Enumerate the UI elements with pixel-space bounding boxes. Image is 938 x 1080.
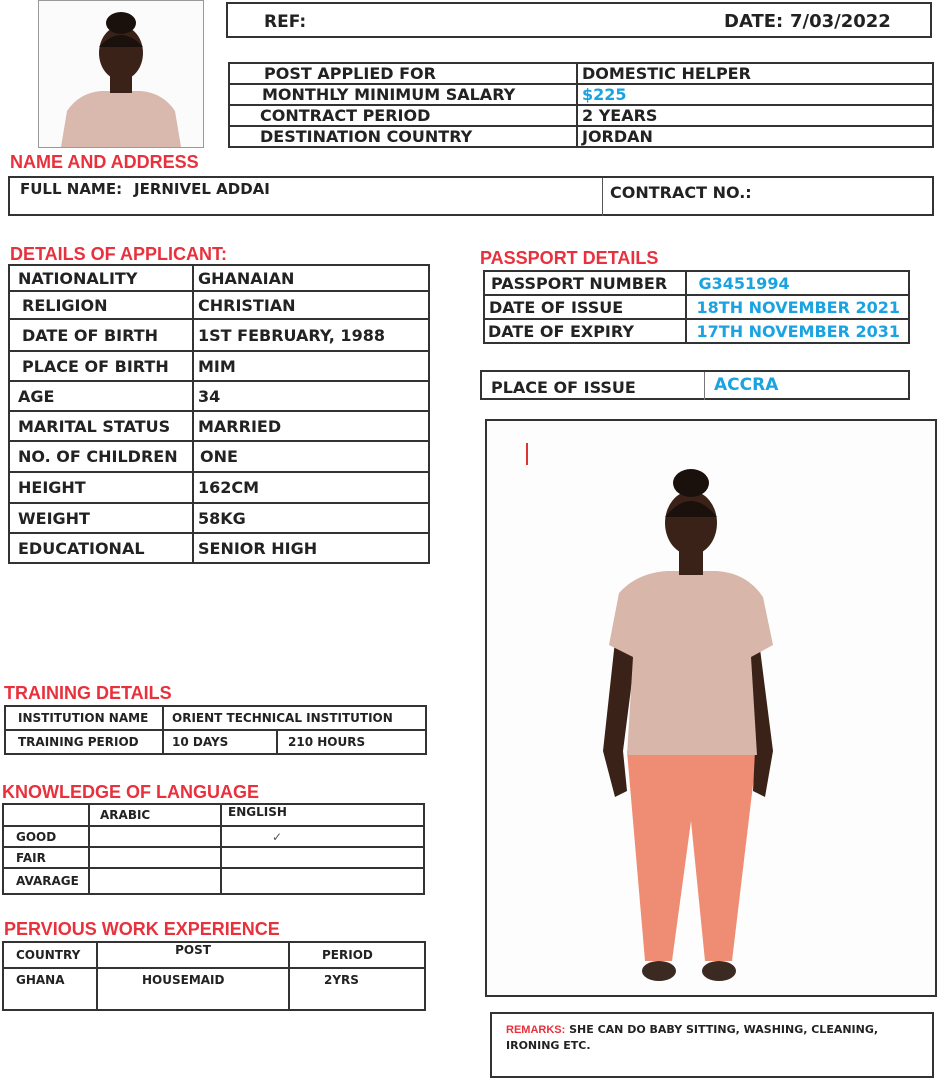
passport-label: DATE OF ISSUE — [484, 295, 686, 319]
applicant-value: 58KG — [193, 503, 429, 533]
remarks-label: REMARKS: — [506, 1024, 566, 1036]
language-table — [2, 803, 425, 895]
english-fair — [221, 847, 424, 868]
applicant-label: EDUCATIONAL — [9, 533, 193, 563]
portrait-figure-icon — [39, 1, 203, 147]
applicant-value: 1ST FEBRUARY, 1988 — [193, 319, 429, 351]
table-row — [3, 868, 424, 894]
table-row — [229, 84, 933, 105]
job-label: MONTHLY MINIMUM SALARY — [229, 84, 577, 105]
applicant-value: SENIOR HIGH — [193, 533, 429, 563]
issue-date: 18TH NOVEMBER 2021 — [686, 295, 909, 319]
institution-value: ORIENT TECHNICAL INSTITUTION — [163, 706, 426, 730]
table-row — [229, 63, 933, 84]
arabic-fair — [89, 847, 221, 868]
arabic-good — [89, 826, 221, 847]
table-row — [9, 411, 429, 441]
experience-table — [2, 941, 426, 1011]
table-row — [229, 105, 933, 126]
passport-number: G3451994 — [686, 271, 909, 295]
table-row — [9, 381, 429, 411]
table-row — [9, 351, 429, 381]
table-row — [9, 319, 429, 351]
job-label: CONTRACT PERIOD — [229, 105, 577, 126]
applicant-value: CHRISTIAN — [193, 291, 429, 319]
table-row — [9, 291, 429, 319]
applicant-heading: DETAILS OF APPLICANT: — [10, 244, 227, 264]
date-value: 7/03/2022 — [790, 11, 891, 32]
applicant-label: NO. OF CHILDREN — [9, 441, 193, 472]
date-label: DATE: — [724, 11, 784, 32]
salary-value: $225 — [577, 84, 933, 105]
job-value: 2 YEARS — [577, 105, 933, 126]
table-row — [484, 295, 909, 319]
table-row — [3, 942, 425, 968]
passport-label: DATE OF EXPIRY — [484, 319, 686, 343]
table-row — [9, 533, 429, 563]
place-of-issue-label: PLACE OF ISSUE — [491, 378, 636, 397]
full-length-photo — [485, 419, 937, 997]
remarks-text: SHE CAN DO BABY SITTING, WASHING, CLEANING, IRONING ETC. — [506, 1023, 879, 1052]
applicant-label: MARITAL STATUS — [9, 411, 193, 441]
applicant-value: 162CM — [193, 472, 429, 503]
passport-table — [483, 270, 910, 344]
place-of-issue-value: ACCRA — [714, 375, 779, 395]
training-heading: TRAINING DETAILS — [4, 683, 172, 703]
applicant-value: ONE — [193, 441, 429, 472]
training-days: 10 DAYS — [163, 730, 277, 754]
applicant-value: MARRIED — [193, 411, 429, 441]
experience-col-country: COUNTRY — [3, 942, 97, 968]
job-label: POST APPLIED FOR — [229, 63, 577, 84]
divider — [602, 178, 603, 216]
contract-no-label: CONTRACT NO.: — [610, 183, 752, 202]
institution-label: INSTITUTION NAME — [5, 706, 163, 730]
applicant-table — [8, 264, 430, 564]
applicant-value: 34 — [193, 381, 429, 411]
applicant-value: GHANAIAN — [193, 265, 429, 291]
training-table — [4, 705, 427, 755]
full-name-label: FULL NAME: — [20, 180, 123, 198]
applicant-label: NATIONALITY — [9, 265, 193, 291]
job-label: DESTINATION COUNTRY — [229, 126, 577, 147]
english-average — [221, 868, 424, 894]
remarks-box — [490, 1012, 934, 1078]
training-hours: 210 HOURS — [277, 730, 426, 754]
experience-col-period: PERIOD — [289, 942, 425, 968]
ref-date-bar — [226, 2, 932, 38]
language-level: FAIR — [3, 847, 89, 868]
empty-cell — [3, 804, 89, 826]
experience-heading: PERVIOUS WORK EXPERIENCE — [4, 919, 280, 939]
table-row — [9, 265, 429, 291]
experience-post: HOUSEMAID — [97, 968, 289, 1010]
training-period-label: TRAINING PERIOD — [5, 730, 163, 754]
job-value: DOMESTIC HELPER — [577, 63, 933, 84]
table-row — [9, 503, 429, 533]
name-address-heading: NAME AND ADDRESS — [10, 152, 199, 172]
applicant-value: MIM — [193, 351, 429, 381]
table-row — [5, 730, 426, 754]
expiry-date: 17TH NOVEMBER 2031 — [686, 319, 909, 343]
language-level: GOOD — [3, 826, 89, 847]
applicant-label: WEIGHT — [9, 503, 193, 533]
applicant-label: HEIGHT — [9, 472, 193, 503]
table-row — [9, 441, 429, 472]
language-col-arabic: ARABIC — [89, 804, 221, 826]
applicant-label: PLACE OF BIRTH — [9, 351, 193, 381]
full-name-value: JERNIVEL ADDAI — [134, 180, 270, 198]
language-heading: KNOWLEDGE OF LANGUAGE — [2, 782, 259, 802]
divider — [704, 372, 705, 400]
arabic-average — [89, 868, 221, 894]
experience-period: 2YRS — [289, 968, 425, 1010]
passport-label: PASSPORT NUMBER — [484, 271, 686, 295]
table-row — [3, 826, 424, 847]
table-row — [3, 804, 424, 826]
name-address-box — [8, 176, 934, 216]
table-row — [5, 706, 426, 730]
table-row — [3, 968, 425, 1010]
job-table — [228, 62, 934, 148]
applicant-label: RELIGION — [9, 291, 193, 319]
table-row — [229, 126, 933, 147]
place-of-issue-box — [480, 370, 910, 400]
passport-heading: PASSPORT DETAILS — [480, 248, 659, 268]
applicant-label: AGE — [9, 381, 193, 411]
table-row — [484, 319, 909, 343]
table-row — [3, 847, 424, 868]
experience-country: GHANA — [3, 968, 97, 1010]
portrait-photo — [38, 0, 204, 148]
language-level: AVARAGE — [3, 868, 89, 894]
experience-col-post: POST — [97, 942, 289, 968]
applicant-label: DATE OF BIRTH — [9, 319, 193, 351]
english-good-check-icon: ✓ — [221, 826, 424, 847]
language-col-english: ENGLISH — [221, 804, 424, 826]
table-row — [9, 472, 429, 503]
job-value: JORDAN — [577, 126, 933, 147]
table-row — [484, 271, 909, 295]
ref-label: REF: — [264, 12, 307, 32]
full-figure-icon — [487, 421, 935, 995]
